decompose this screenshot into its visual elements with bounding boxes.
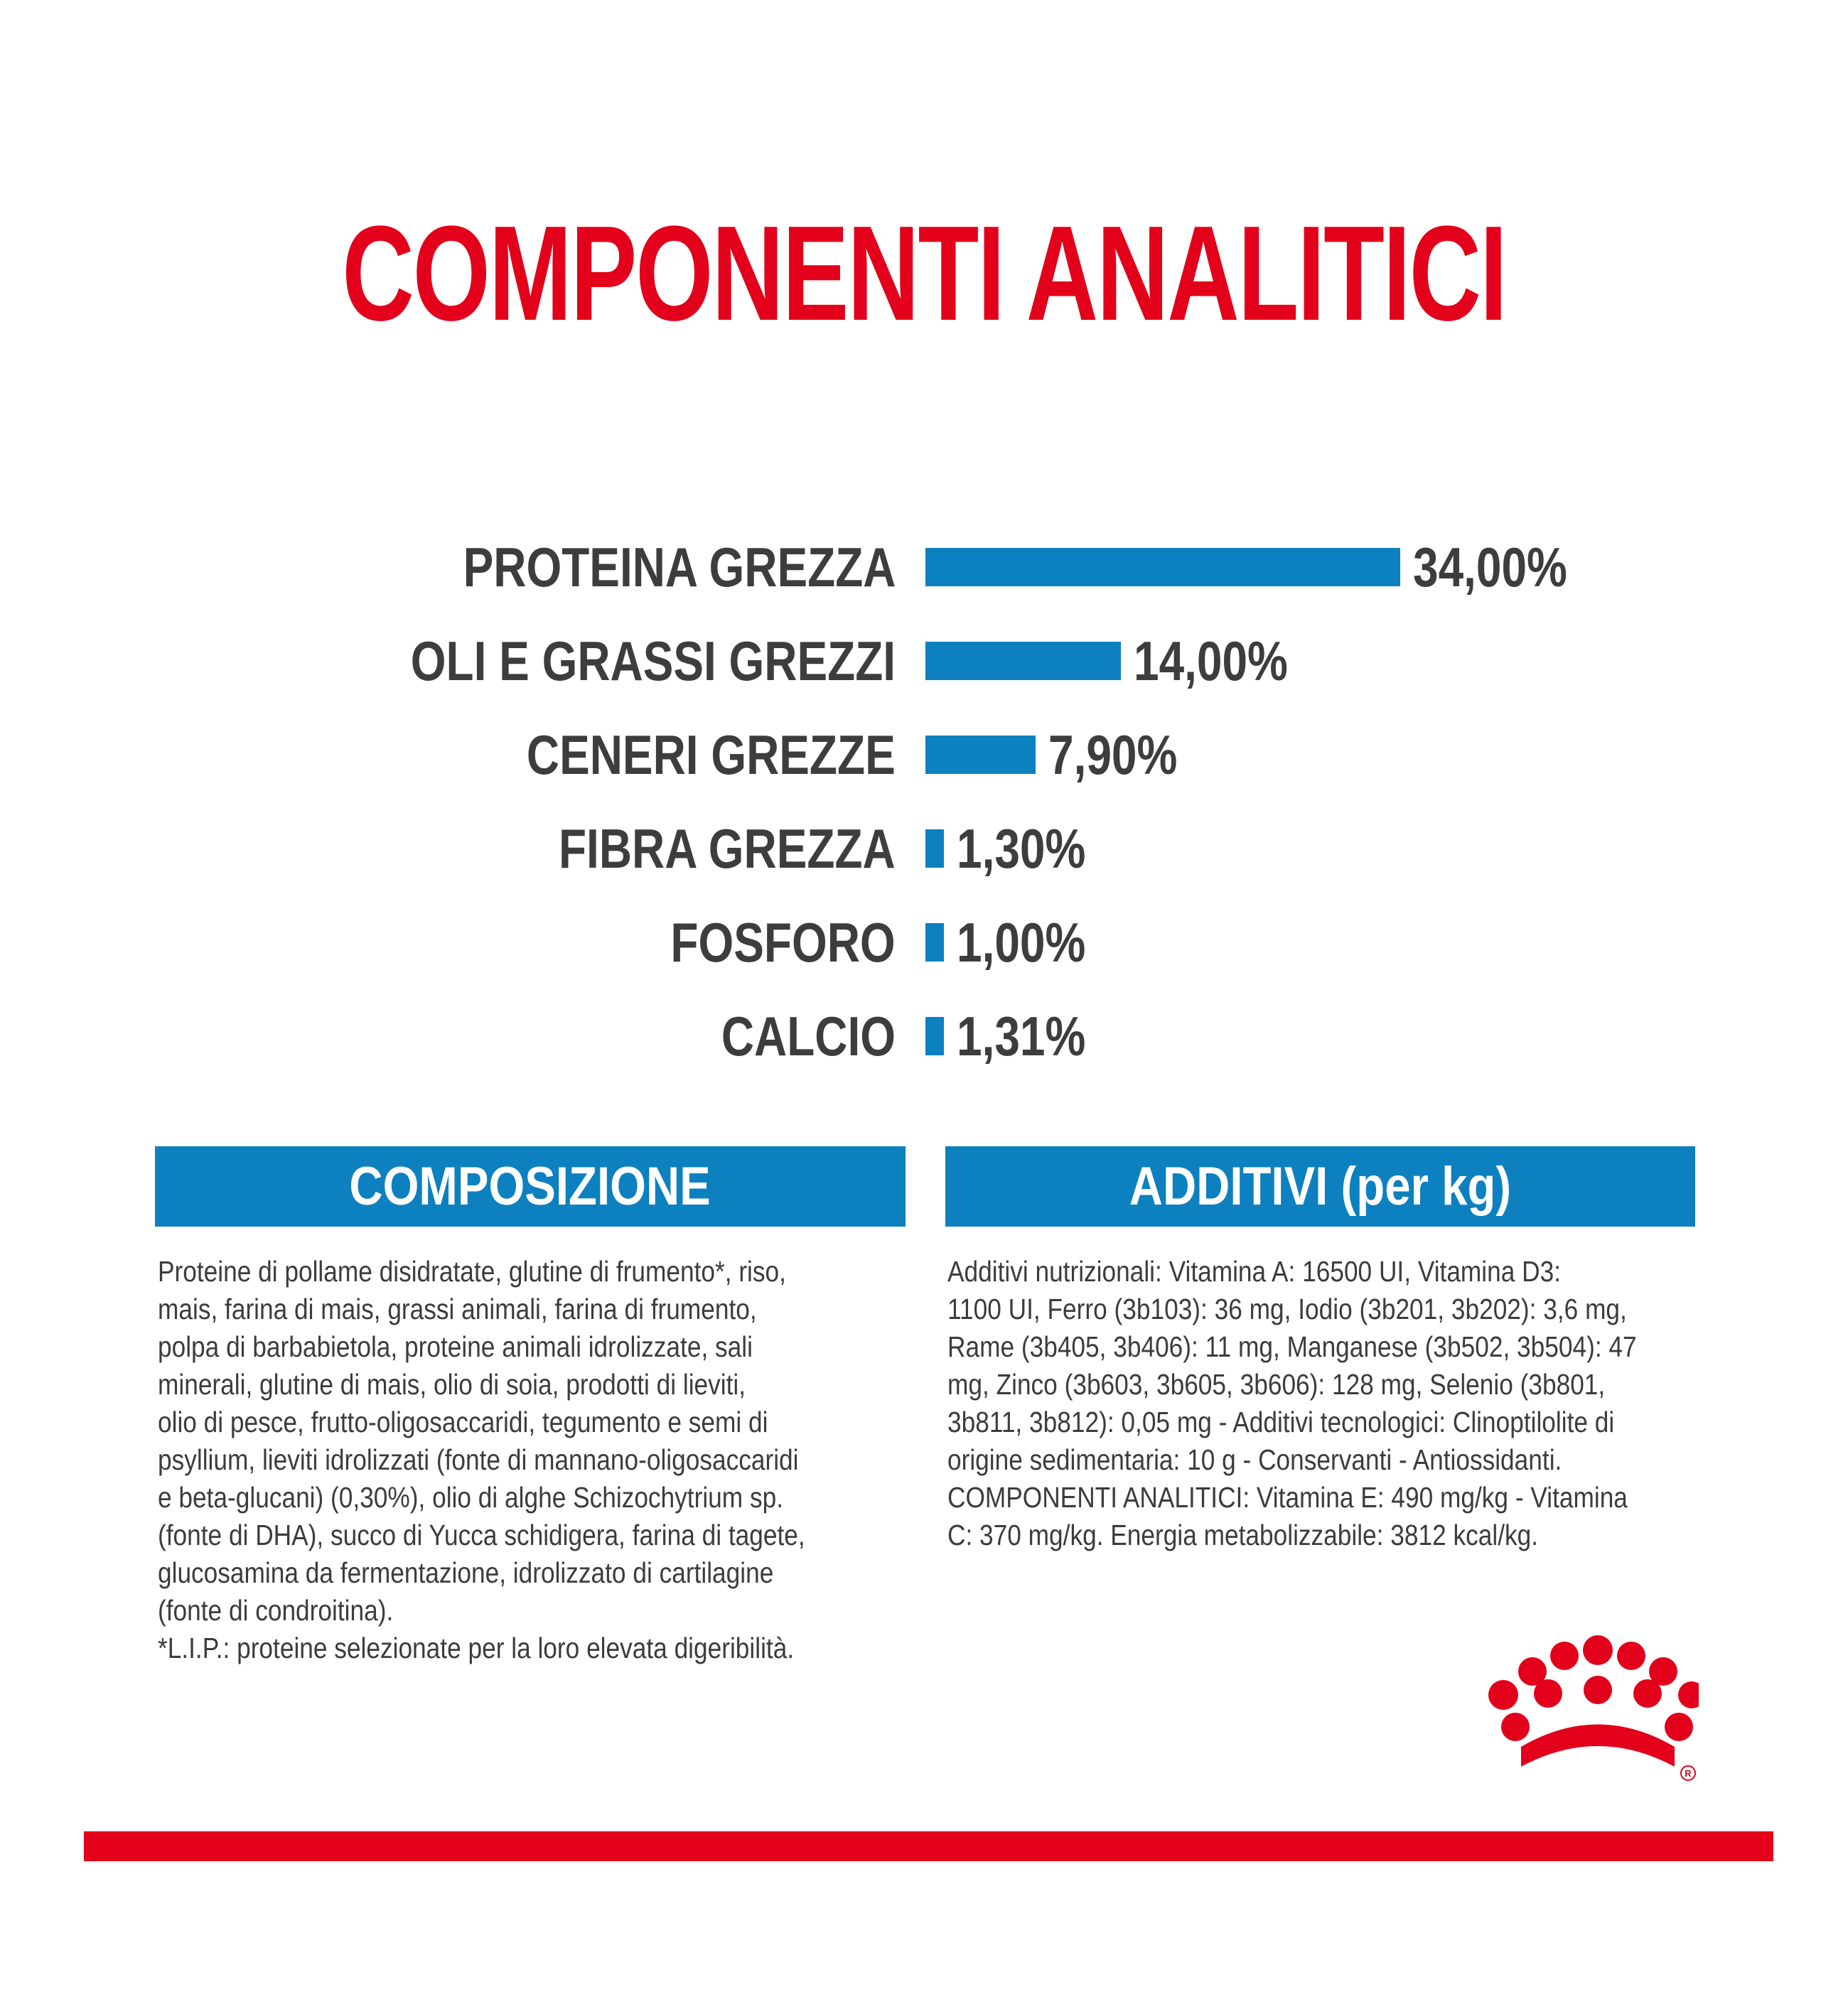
bar-label: PROTEINA GREZZA xyxy=(463,536,896,598)
bar-label: FOSFORO xyxy=(670,911,896,974)
bar xyxy=(925,642,1121,680)
composizione-line: Proteine di pollame disidratate, glutine di frumento*, riso, xyxy=(158,1255,786,1288)
bar-value-label: 1,30% xyxy=(957,817,1086,880)
logo-dot xyxy=(1617,1642,1645,1670)
bar-value-label: 1,00% xyxy=(957,911,1086,974)
additivi-title: ADDITIVI (per kg) xyxy=(1129,1156,1512,1217)
bar xyxy=(925,829,944,868)
logo-dot xyxy=(1583,1635,1613,1665)
bar xyxy=(925,548,1400,586)
bar-value-label: 1,31% xyxy=(957,1005,1086,1067)
bar xyxy=(925,923,944,962)
composizione-line: minerali, glutine di mais, olio di soia, prodotti di lieviti, xyxy=(158,1368,746,1401)
composizione-text xyxy=(158,1253,922,1667)
bar xyxy=(925,736,1036,774)
composizione-title: COMPOSIZIONE xyxy=(349,1156,711,1217)
logo-dot xyxy=(1678,1681,1699,1708)
bar xyxy=(925,1017,944,1055)
additivi-line: Rame (3b405, 3b406): 11 mg, Manganese (3b502, 3b504): 47 xyxy=(947,1330,1637,1363)
additivi-line: C: 370 mg/kg. Energia metabolizzabile: 3812 kcal/kg. xyxy=(947,1519,1539,1551)
additivi-line: 3b811, 3b812): 0,05 mg - Additivi tecnologici: Clinoptilolite di xyxy=(947,1406,1615,1438)
bar-label: FIBRA GREZZA xyxy=(559,817,896,880)
composizione-line: e beta-glucani) (0,30%), olio di alghe Schizochytrium sp. xyxy=(158,1481,783,1514)
royal-canin-crown-icon xyxy=(1471,1627,1699,1791)
logo-arc xyxy=(1521,1725,1675,1767)
registered-mark: R xyxy=(1685,1768,1692,1779)
logo-dot xyxy=(1633,1679,1662,1708)
additivi-header xyxy=(945,1146,1695,1227)
additivi-line: origine sedimentaria: 10 g - Conservanti - Antiossidanti. xyxy=(947,1443,1562,1476)
composizione-line: psyllium, lieviti idrolizzati (fonte di mannano-oligosaccaridi xyxy=(158,1443,799,1476)
additivi-text xyxy=(947,1253,1712,1554)
additivi-line: Additivi nutrizionali: Vitamina A: 16500 UI, Vitamina D3: xyxy=(947,1255,1562,1288)
composizione-header xyxy=(155,1146,906,1227)
additivi-line: mg, Zinco (3b603, 3b605, 3b606): 128 mg, Selenio (3b801, xyxy=(947,1368,1606,1401)
logo-dot xyxy=(1501,1713,1530,1741)
bar-label: OLI E GRASSI GREZZI xyxy=(410,630,896,692)
logo-dot xyxy=(1550,1642,1579,1670)
logo-dot xyxy=(1584,1676,1612,1704)
logo-dot xyxy=(1665,1713,1693,1741)
logo-dot xyxy=(1488,1680,1518,1710)
composizione-line: (fonte di condroitina). xyxy=(158,1594,394,1627)
bar-label: CALCIO xyxy=(721,1005,896,1067)
bar-value-label: 7,90% xyxy=(1048,723,1178,786)
composizione-line: (fonte di DHA), succo di Yucca schidigera, farina di tagete, xyxy=(158,1519,805,1551)
chart-title: COMPONENTI ANALITICI xyxy=(342,198,1506,349)
composizione-line: *L.I.P.: proteine selezionate per la loro elevata digeribilità. xyxy=(158,1632,795,1664)
composizione-line: olio di pesce, frutto-oligosaccaridi, tegumento e semi di xyxy=(158,1406,768,1438)
composizione-line: glucosamina da fermentazione, idrolizzato di cartilagine xyxy=(158,1556,774,1589)
additivi-line: COMPONENTI ANALITICI: Vitamina E: 490 mg/kg - Vitamina xyxy=(947,1481,1628,1514)
composizione-line: mais, farina di mais, grassi animali, farina di frumento, xyxy=(158,1293,757,1325)
bar-value-label: 34,00% xyxy=(1413,536,1567,598)
composizione-line: polpa di barbabietola, proteine animali idrolizzate, sali xyxy=(158,1330,753,1363)
logo-dot xyxy=(1534,1679,1562,1708)
bottom-brand-band xyxy=(84,1831,1773,1861)
additivi-line: 1100 UI, Ferro (3b103): 36 mg, Iodio (3b201, 3b202): 3,6 mg, xyxy=(947,1293,1627,1325)
bar-label: CENERI GREZZE xyxy=(527,723,896,786)
bar-value-label: 14,00% xyxy=(1134,630,1288,692)
